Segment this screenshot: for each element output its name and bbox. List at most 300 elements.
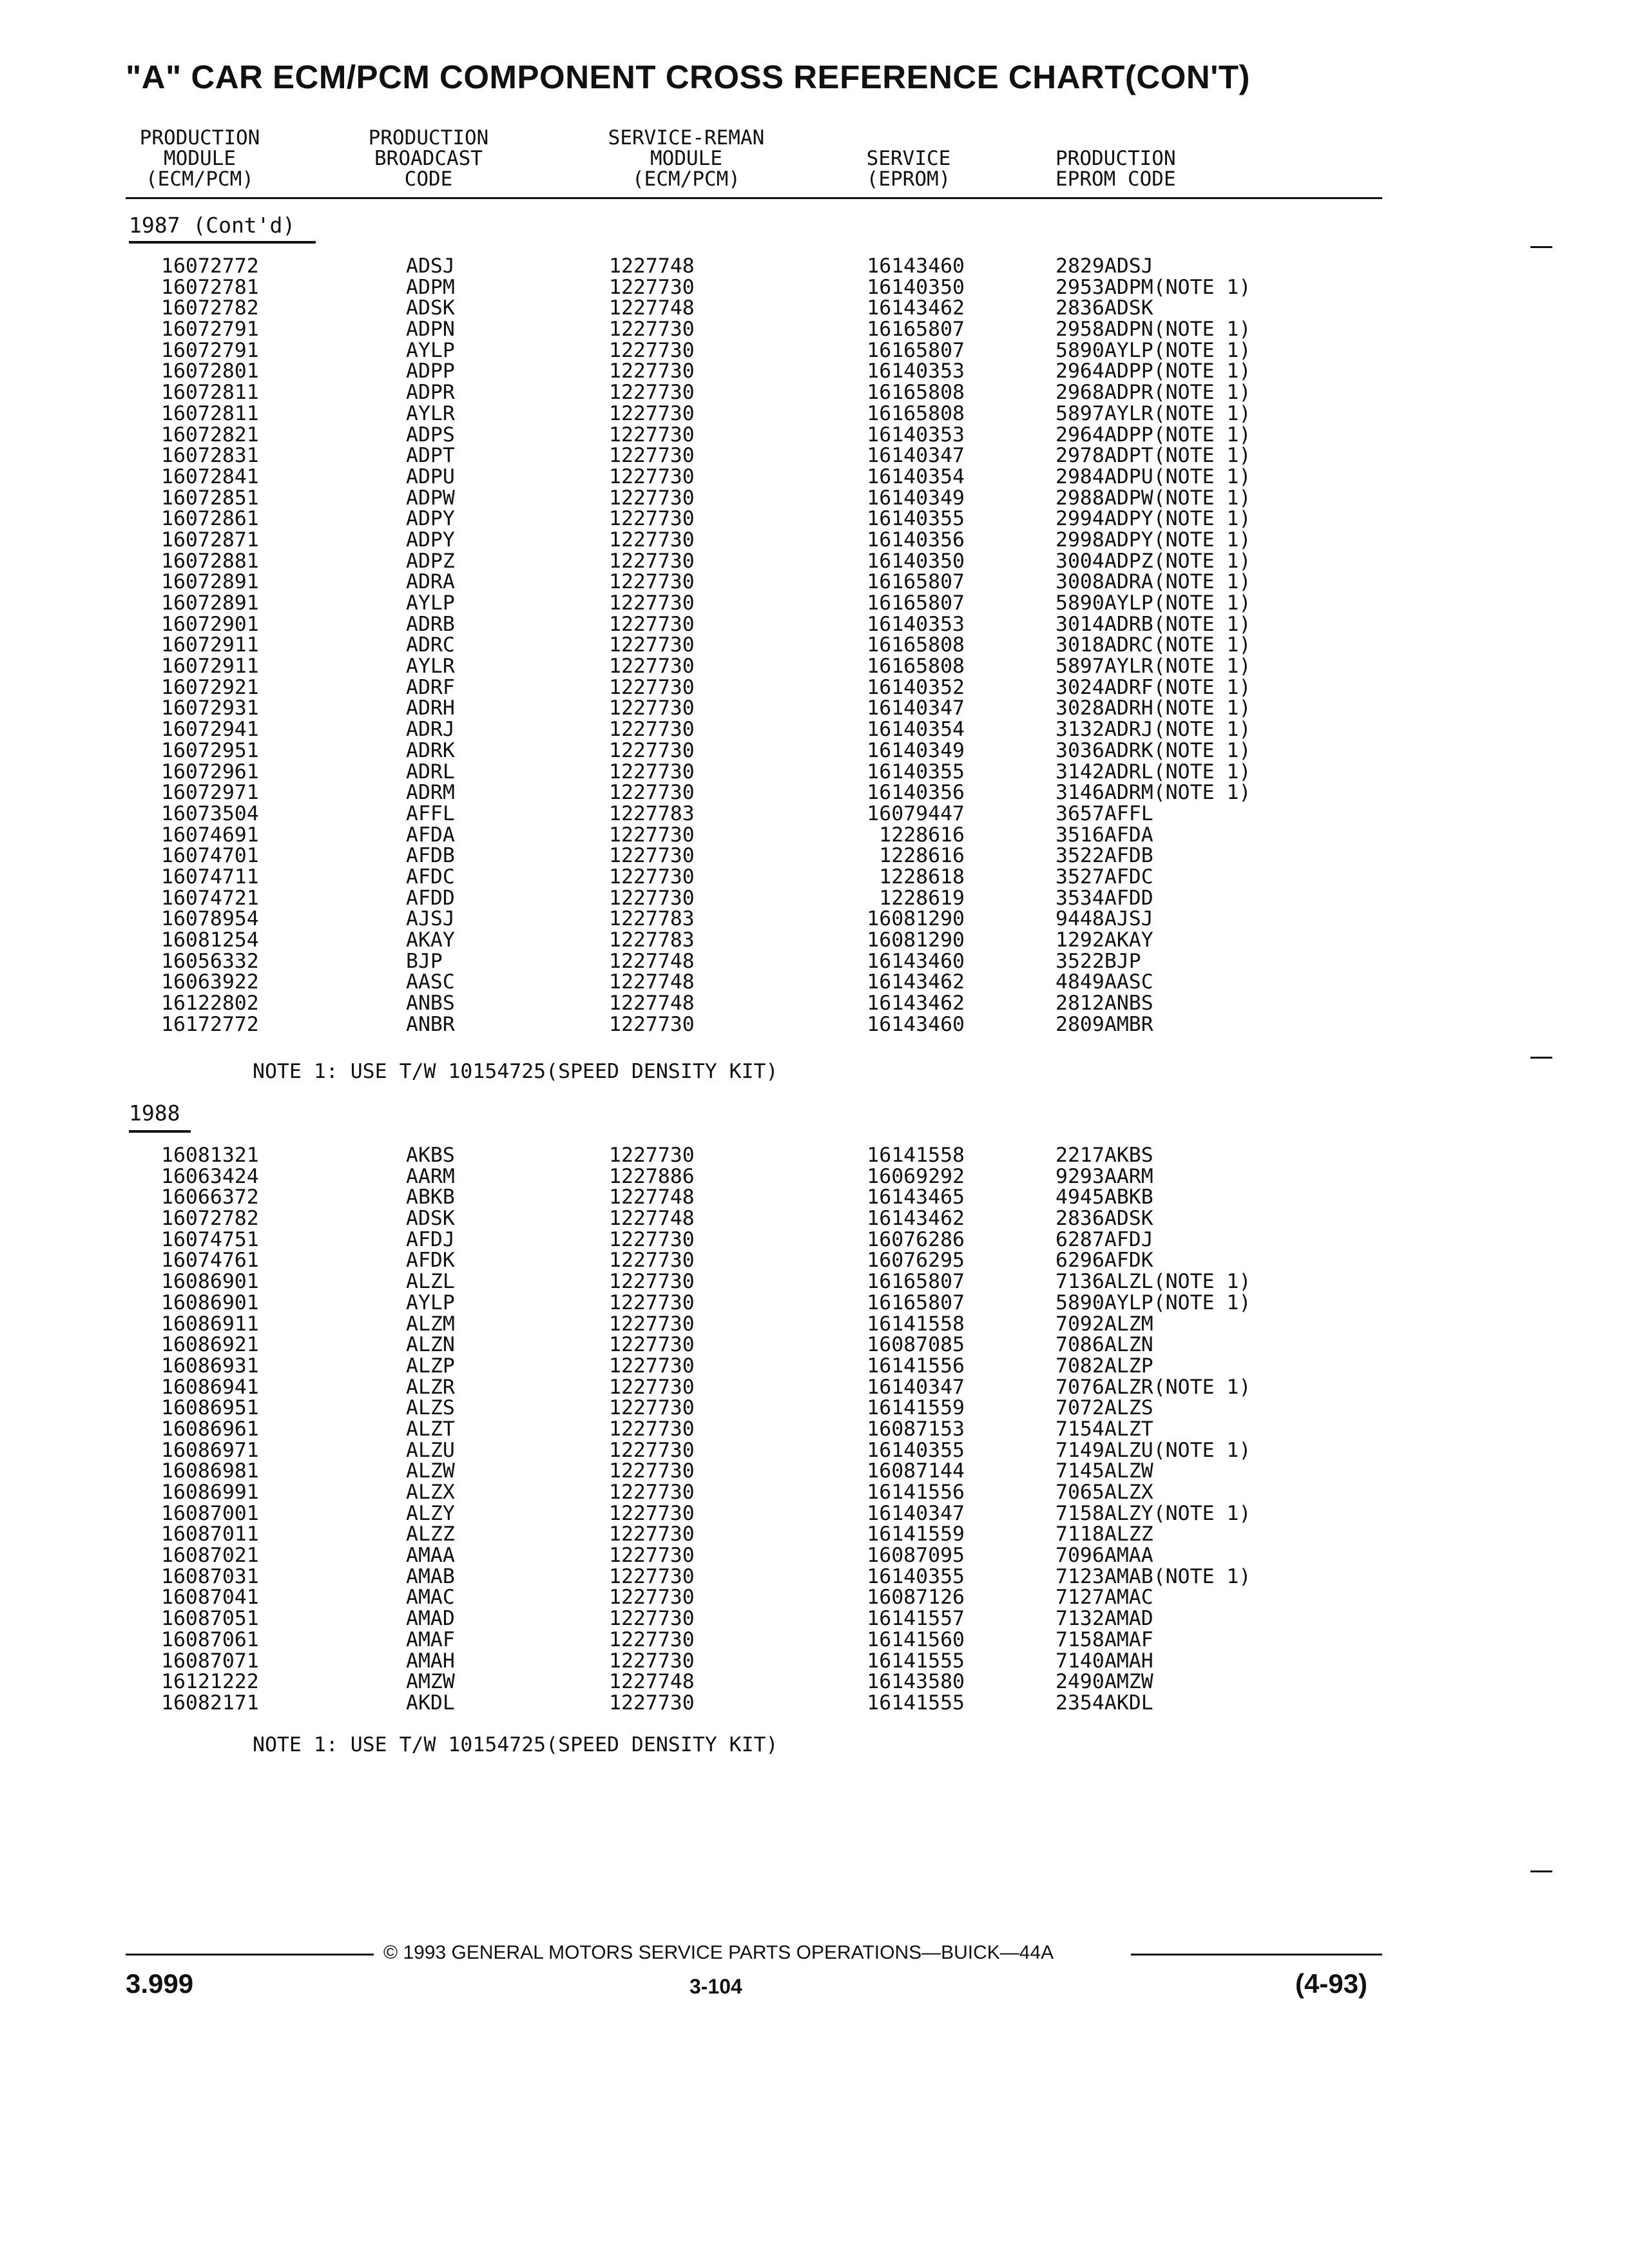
table-cell: 16140356 (867, 528, 965, 552)
table-cell: 1227748 (609, 296, 695, 320)
col-header-line: PRODUCTION (139, 126, 260, 149)
col-header-service-reman-module (583, 128, 789, 189)
table-cell: AFDD (406, 886, 455, 910)
table-cell: 7158ALZY(NOTE 1) (1055, 1501, 1251, 1525)
table-cell: 4945ABKB (1055, 1186, 1153, 1209)
edge-mark (1530, 1057, 1552, 1059)
table-cell: 16140347 (867, 697, 965, 720)
table-cell: 1227748 (609, 992, 695, 1015)
table-cell: 1227730 (609, 1291, 695, 1314)
table-cell: 16072791 (161, 318, 259, 341)
table-cell: 16087095 (867, 1544, 965, 1568)
table-cell: 16081290 (867, 907, 965, 931)
table-row (0, 508, 1629, 530)
table-cell: 1227730 (609, 360, 695, 383)
table-row (0, 782, 1629, 803)
table-cell: 16072871 (161, 528, 259, 552)
table-row (0, 614, 1629, 635)
table-cell: 1227748 (609, 970, 695, 994)
table-cell: 2994ADPY(NOTE 1) (1055, 507, 1251, 531)
table-cell: 1227748 (609, 1670, 695, 1694)
table-row (0, 1524, 1629, 1545)
table-row (0, 403, 1629, 425)
table-cell: 16081254 (161, 928, 259, 952)
table-cell: 16072851 (161, 486, 259, 510)
table-cell: ADPY (406, 507, 455, 531)
table-cell: ADRB (406, 612, 455, 636)
table-row (0, 1566, 1629, 1588)
col-header-line: CODE (404, 168, 453, 191)
table-cell: 16072911 (161, 655, 259, 678)
footer-copyright: © 1993 GENERAL MOTORS SERVICE PARTS OPERATIONS—BUICK—44A (383, 1942, 1054, 1963)
table-cell: 16087011 (161, 1523, 259, 1546)
col-header-production-module (122, 128, 277, 189)
table-cell: 16087031 (161, 1564, 259, 1588)
table-cell: 1227730 (609, 591, 695, 615)
table-row (0, 551, 1629, 572)
table-row (0, 488, 1629, 509)
table-cell: 16072811 (161, 381, 259, 405)
table-row (0, 951, 1629, 972)
table-cell: 2490AMZW (1055, 1670, 1153, 1694)
table-cell: 1227730 (609, 528, 695, 552)
table-cell: ALZW (406, 1459, 455, 1483)
table-cell: 7118ALZZ (1055, 1523, 1153, 1546)
table-cell: 1227730 (609, 1227, 695, 1251)
table-cell: AKDL (406, 1691, 455, 1715)
table-row (0, 319, 1629, 340)
col-header-broadcast-code (351, 128, 506, 189)
table-cell: 16087153 (867, 1417, 965, 1441)
page-number: 3-104 (689, 1975, 742, 1998)
table-cell: 1227730 (609, 1270, 695, 1294)
table-cell: 16141559 (867, 1523, 965, 1546)
table-cell: 16072782 (161, 296, 259, 320)
table-cell: 16082171 (161, 1691, 259, 1715)
table-cell: 16143462 (867, 296, 965, 320)
table-cell: 16165808 (867, 655, 965, 678)
table-cell: 7132AMAD (1055, 1607, 1153, 1631)
table-cell: 16072841 (161, 465, 259, 488)
table-cell: 16143462 (867, 970, 965, 994)
table-cell: 16079447 (867, 802, 965, 825)
table-cell: 1227730 (609, 1649, 695, 1673)
table-cell: AFDA (406, 823, 455, 847)
table-row (0, 277, 1629, 298)
table-cell: 16140355 (867, 1438, 965, 1462)
table-row (0, 1377, 1629, 1398)
table-cell: ALZU (406, 1438, 455, 1462)
table-cell: 16074701 (161, 844, 259, 868)
table-cell: 1227730 (609, 1249, 695, 1273)
table-row (0, 572, 1629, 593)
table-cell: AMAH (406, 1649, 455, 1673)
table-cell: 16086901 (161, 1291, 259, 1314)
table-cell: 16072831 (161, 444, 259, 468)
table-cell: 1227730 (609, 423, 695, 447)
table-cell: 16122802 (161, 992, 259, 1015)
table-row (0, 256, 1629, 277)
table-cell: 16141557 (867, 1607, 965, 1631)
table-cell: AMAA (406, 1544, 455, 1568)
table-cell: 3522AFDB (1055, 844, 1153, 868)
table-cell: 16086951 (161, 1396, 259, 1420)
table-cell: 4849AASC (1055, 970, 1153, 994)
table-cell: 1227748 (609, 1207, 695, 1231)
table-cell: 2354AKDL (1055, 1691, 1153, 1715)
table-cell: 5897AYLR(NOTE 1) (1055, 655, 1251, 678)
table-cell: 16056332 (161, 949, 259, 973)
table-cell: 3534AFDD (1055, 886, 1153, 910)
table-cell: 1227730 (609, 1312, 695, 1336)
table-cell: ADPR (406, 381, 455, 405)
table-cell: ADRL (406, 760, 455, 783)
table-cell: 16165808 (867, 381, 965, 405)
table-cell: AFFL (406, 802, 455, 825)
table-cell: 16140347 (867, 1375, 965, 1399)
table-cell: 3142ADRL(NOTE 1) (1055, 760, 1251, 783)
table-row (0, 677, 1629, 698)
table-cell: AMAF (406, 1628, 455, 1651)
table-cell: 1227730 (609, 697, 695, 720)
table-cell: ADPP (406, 360, 455, 383)
section-label-1987: 1987 (Cont'd) (129, 213, 296, 238)
footer-rule-left (126, 1954, 374, 1956)
table-cell: 16087001 (161, 1501, 259, 1525)
table-row (0, 1440, 1629, 1461)
table-cell: ADRH (406, 697, 455, 720)
table-cell: ADPZ (406, 549, 455, 573)
table-row (0, 1629, 1629, 1651)
table-cell: AFDC (406, 865, 455, 889)
table-cell: 16086941 (161, 1375, 259, 1399)
table-cell: 1227730 (609, 1417, 695, 1441)
table-cell: 16086981 (161, 1459, 259, 1483)
col-header-line: SERVICE (866, 147, 951, 170)
table-cell: 1227730 (609, 1691, 695, 1715)
table-row (0, 888, 1629, 909)
table-row (0, 593, 1629, 614)
table-cell: 16087061 (161, 1628, 259, 1651)
table-cell: 16140352 (867, 675, 965, 699)
table-cell: 16072891 (161, 570, 259, 594)
table-row (0, 1356, 1629, 1377)
table-cell: ALZP (406, 1354, 455, 1378)
table-row (0, 298, 1629, 319)
table-cell: 3036ADRK(NOTE 1) (1055, 738, 1251, 762)
table-cell: 16072971 (161, 781, 259, 805)
table-cell: 16072931 (161, 697, 259, 720)
table-cell: 1227783 (609, 907, 695, 931)
table-cell: ADPT (406, 444, 455, 468)
table-cell: ADRF (406, 675, 455, 699)
table-1988 (0, 1145, 1629, 1714)
table-cell: 1227730 (609, 401, 695, 425)
table-cell: 3004ADPZ(NOTE 1) (1055, 549, 1251, 573)
table-cell: 16140353 (867, 360, 965, 383)
table-cell: 16072961 (161, 760, 259, 783)
table-cell: 3522BJP (1055, 949, 1141, 973)
table-cell: 16143460 (867, 255, 965, 278)
table-cell: 1227730 (609, 886, 695, 910)
table-cell: ADPW (406, 486, 455, 510)
table-cell: AKBS (406, 1144, 455, 1167)
table-cell: 16072951 (161, 738, 259, 762)
table-cell: 1227730 (609, 823, 695, 847)
table-cell: 3014ADRB(NOTE 1) (1055, 612, 1251, 636)
table-cell: 16078954 (161, 907, 259, 931)
table-cell: 1227730 (609, 1375, 695, 1399)
table-cell: 1227730 (609, 633, 695, 657)
table-cell: 16140350 (867, 275, 965, 299)
table-cell: 1227730 (609, 381, 695, 405)
table-cell: 7086ALZN (1055, 1333, 1153, 1357)
table-cell: AARM (406, 1164, 455, 1188)
table-cell: 2809AMBR (1055, 1012, 1153, 1036)
col-header-line (838, 128, 979, 148)
table-cell: 7082ALZP (1055, 1354, 1153, 1378)
table-row (0, 361, 1629, 382)
note-1987: NOTE 1: USE T/W 10154725(SPEED DENSITY KIT) (253, 1060, 778, 1083)
table-cell: 16087021 (161, 1544, 259, 1568)
table-cell: 1227730 (609, 1144, 695, 1167)
table-cell: 1227730 (609, 444, 695, 468)
table-cell: AYLP (406, 338, 455, 362)
edge-mark (1530, 246, 1552, 248)
table-row (0, 1293, 1629, 1314)
table-cell: 7076ALZR(NOTE 1) (1055, 1375, 1251, 1399)
table-row (0, 908, 1629, 930)
table-cell: 1227730 (609, 844, 695, 868)
table-cell: 1227730 (609, 570, 695, 594)
table-cell: 2953ADPM(NOTE 1) (1055, 275, 1251, 299)
table-cell: AMAC (406, 1586, 455, 1610)
table-row (0, 972, 1629, 993)
table-cell: 1227730 (609, 1544, 695, 1568)
col-header-line (1055, 128, 1176, 148)
table-cell: 16087144 (867, 1459, 965, 1483)
table-row (0, 845, 1629, 867)
table-cell: AYLP (406, 591, 455, 615)
table-cell: 16141556 (867, 1481, 965, 1504)
table-cell: 1227730 (609, 1354, 695, 1378)
table-cell: 16140353 (867, 612, 965, 636)
table-cell: 3018ADRC(NOTE 1) (1055, 633, 1251, 657)
table-cell: 16141555 (867, 1691, 965, 1715)
col-header-line: PRODUCTION (1055, 147, 1176, 170)
table-cell: 3132ADRJ(NOTE 1) (1055, 718, 1251, 742)
table-cell: ADSK (406, 1207, 455, 1231)
table-cell: 16072821 (161, 423, 259, 447)
table-cell: ADPM (406, 275, 455, 299)
table-row (0, 825, 1629, 846)
table-row (0, 867, 1629, 888)
table-cell: 16066372 (161, 1186, 259, 1209)
table-cell: 7149ALZU(NOTE 1) (1055, 1438, 1251, 1462)
table-cell: AMAB (406, 1564, 455, 1588)
table-cell: ALZM (406, 1312, 455, 1336)
table-cell: ADSK (406, 296, 455, 320)
table-cell: 3516AFDA (1055, 823, 1153, 847)
table-cell: 16087085 (867, 1333, 965, 1357)
col-header-line: (ECM/PCM) (632, 168, 740, 191)
table-row (0, 1587, 1629, 1608)
table-cell: 16072782 (161, 1207, 259, 1231)
table-cell: AMZW (406, 1670, 455, 1694)
table-cell: AYLR (406, 655, 455, 678)
table-cell: 16073504 (161, 802, 259, 825)
table-cell: 1228616 (879, 844, 965, 868)
table-cell: 16072881 (161, 549, 259, 573)
table-cell: ADPY (406, 528, 455, 552)
table-cell: 16141558 (867, 1144, 965, 1167)
table-cell: 16140355 (867, 1564, 965, 1588)
footer-rule-right (1131, 1954, 1382, 1956)
table-cell: ADRK (406, 738, 455, 762)
table-cell: 1227730 (609, 1459, 695, 1483)
table-row (0, 340, 1629, 361)
table-cell: 16086931 (161, 1354, 259, 1378)
table-cell: AFDJ (406, 1227, 455, 1251)
table-cell: 7092ALZM (1055, 1312, 1153, 1336)
table-cell: 1227730 (609, 549, 695, 573)
table-cell: 1227730 (609, 1628, 695, 1651)
table-cell: 1227730 (609, 612, 695, 636)
table-cell: 2998ADPY(NOTE 1) (1055, 528, 1251, 552)
table-cell: 16063424 (161, 1164, 259, 1188)
col-header-line: MODULE (164, 147, 236, 170)
table-cell: 1227730 (609, 1333, 695, 1357)
table-cell: ADRC (406, 633, 455, 657)
table-cell: 16121222 (161, 1670, 259, 1694)
table-cell: 1227783 (609, 928, 695, 952)
table-row (0, 1419, 1629, 1440)
section-label-1988: 1988 (129, 1100, 180, 1126)
table-cell: 1292AKAY (1055, 928, 1153, 952)
table-row (0, 1671, 1629, 1693)
table-cell: 16143462 (867, 1207, 965, 1231)
table-cell: 16086961 (161, 1417, 259, 1441)
table-cell: 16072901 (161, 612, 259, 636)
table-cell: 16063922 (161, 970, 259, 994)
table-cell: 7140AMAH (1055, 1649, 1153, 1673)
table-cell: 1227730 (609, 718, 695, 742)
table-row (0, 1461, 1629, 1482)
table-row (0, 1482, 1629, 1503)
table-cell: 2964ADPP(NOTE 1) (1055, 423, 1251, 447)
table-cell: 1228616 (879, 823, 965, 847)
table-cell: 3146ADRM(NOTE 1) (1055, 781, 1251, 805)
table-cell: 16072781 (161, 275, 259, 299)
table-cell: ADPN (406, 318, 455, 341)
table-cell: ALZT (406, 1417, 455, 1441)
table-cell: AYLP (406, 1291, 455, 1314)
section-underline (129, 1130, 191, 1133)
table-cell: 1227730 (609, 486, 695, 510)
table-cell: 16087051 (161, 1607, 259, 1631)
table-row (0, 740, 1629, 762)
table-cell: 16074691 (161, 823, 259, 847)
col-header-line: PRODUCTION (368, 126, 489, 149)
table-cell: 7123AMAB(NOTE 1) (1055, 1564, 1251, 1588)
table-cell: ALZY (406, 1501, 455, 1525)
table-cell: 6296AFDK (1055, 1249, 1153, 1273)
table-cell: 16140356 (867, 781, 965, 805)
table-cell: 5890AYLP(NOTE 1) (1055, 591, 1251, 615)
table-row (0, 930, 1629, 951)
table-cell: 16072941 (161, 718, 259, 742)
table-row (0, 1271, 1629, 1293)
table-cell: 16072891 (161, 591, 259, 615)
table-cell: 16072791 (161, 338, 259, 362)
table-cell: 1227730 (609, 465, 695, 488)
table-cell: 5890AYLP(NOTE 1) (1055, 1291, 1251, 1314)
table-cell: 16140349 (867, 486, 965, 510)
table-cell: 1227730 (609, 865, 695, 889)
col-header-service-eprom (838, 128, 979, 189)
table-row (0, 1187, 1629, 1208)
table-row (0, 1334, 1629, 1356)
table-row (0, 656, 1629, 677)
table-cell: ADRA (406, 570, 455, 594)
table-cell: 1227730 (609, 507, 695, 531)
table-cell: 16140354 (867, 465, 965, 488)
table-cell: 1227730 (609, 655, 695, 678)
table-cell: AKAY (406, 928, 455, 952)
table-cell: ANBS (406, 992, 455, 1015)
table-cell: 1227730 (609, 781, 695, 805)
table-cell: 16074751 (161, 1227, 259, 1251)
table-cell: 16172772 (161, 1012, 259, 1036)
table-row (0, 1014, 1629, 1035)
table-row (0, 1693, 1629, 1714)
table-cell: AJSJ (406, 907, 455, 931)
table-cell: 5897AYLR(NOTE 1) (1055, 401, 1251, 425)
table-row (0, 1503, 1629, 1524)
table-cell: 16165807 (867, 570, 965, 594)
col-header-line: (ECM/PCM) (146, 168, 254, 191)
col-header-line: SERVICE-REMAN (608, 126, 765, 149)
table-cell: 16141555 (867, 1649, 965, 1673)
table-cell: 1228618 (879, 865, 965, 889)
table-cell: 1227730 (609, 1501, 695, 1525)
table-cell: AFDK (406, 1249, 455, 1273)
table-row (0, 1208, 1629, 1229)
table-cell: 16074721 (161, 886, 259, 910)
table-cell: 16086921 (161, 1333, 259, 1357)
table-cell: 2217AKBS (1055, 1144, 1153, 1167)
table-row (0, 530, 1629, 551)
table-cell: AASC (406, 970, 455, 994)
table-row (0, 698, 1629, 719)
table-cell: 16072811 (161, 401, 259, 425)
table-row (0, 445, 1629, 466)
table-cell: 16165807 (867, 1291, 965, 1314)
table-cell: ADRM (406, 781, 455, 805)
table-cell: 2968ADPR(NOTE 1) (1055, 381, 1251, 405)
table-row (0, 1545, 1629, 1566)
table-cell: AYLR (406, 401, 455, 425)
table-cell: 16072861 (161, 507, 259, 531)
col-header-line: (EPROM) (866, 168, 951, 191)
table-cell: 16087126 (867, 1586, 965, 1610)
table-cell: 16165807 (867, 338, 965, 362)
note-1988: NOTE 1: USE T/W 10154725(SPEED DENSITY KIT) (253, 1733, 778, 1756)
table-cell: 1227730 (609, 338, 695, 362)
table-cell: 16143580 (867, 1670, 965, 1694)
table-cell: 16081290 (867, 928, 965, 952)
table-cell: 1227886 (609, 1164, 695, 1188)
